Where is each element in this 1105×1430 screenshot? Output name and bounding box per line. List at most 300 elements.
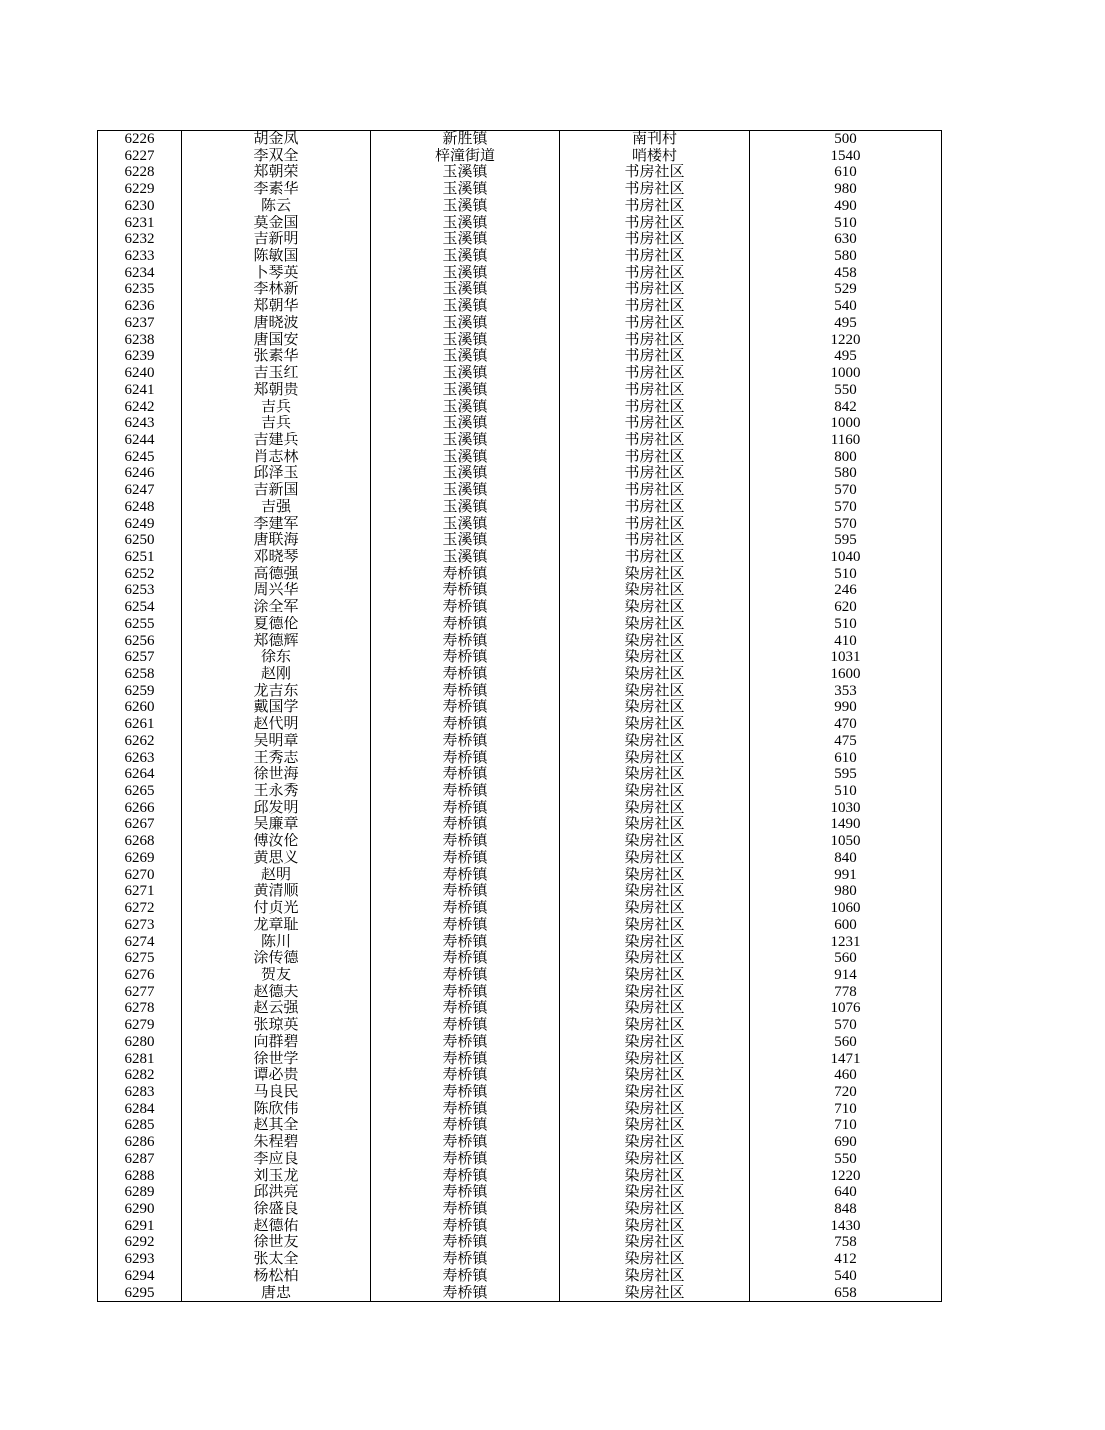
town-cell: 寿桥镇 [371, 1218, 560, 1235]
town-cell: 玉溪镇 [371, 231, 560, 248]
amount-cell: 620 [750, 599, 942, 616]
name-cell: 高德强 [182, 566, 371, 583]
town-cell: 寿桥镇 [371, 716, 560, 733]
row-number-cell: 6239 [98, 348, 182, 365]
row-number-cell: 6246 [98, 465, 182, 482]
community-cell: 染房社区 [560, 616, 750, 633]
town-cell: 寿桥镇 [371, 1251, 560, 1268]
table-row [98, 1017, 942, 1034]
name-cell: 朱程碧 [182, 1134, 371, 1151]
table-body [98, 131, 942, 1302]
table-row [98, 549, 942, 566]
row-number-cell: 6240 [98, 365, 182, 382]
amount-cell: 510 [750, 616, 942, 633]
table-row [98, 1084, 942, 1101]
row-number-cell: 6294 [98, 1268, 182, 1285]
town-cell: 玉溪镇 [371, 348, 560, 365]
town-cell: 玉溪镇 [371, 281, 560, 298]
row-number-cell: 6277 [98, 984, 182, 1001]
amount-cell: 510 [750, 566, 942, 583]
row-number-cell: 6252 [98, 566, 182, 583]
row-number-cell: 6288 [98, 1168, 182, 1185]
amount-cell: 595 [750, 532, 942, 549]
amount-cell: 510 [750, 215, 942, 232]
town-cell: 寿桥镇 [371, 1184, 560, 1201]
name-cell: 陈敏国 [182, 248, 371, 265]
table-row [98, 1117, 942, 1134]
table-row [98, 833, 942, 850]
name-cell: 李素华 [182, 181, 371, 198]
table-row [98, 1184, 942, 1201]
table-row [98, 816, 942, 833]
table-row [98, 332, 942, 349]
row-number-cell: 6226 [98, 131, 182, 148]
table-row [98, 265, 942, 282]
name-cell: 张素华 [182, 348, 371, 365]
town-cell: 玉溪镇 [371, 482, 560, 499]
amount-cell: 600 [750, 917, 942, 934]
name-cell: 吉玉红 [182, 365, 371, 382]
town-cell: 玉溪镇 [371, 198, 560, 215]
name-cell: 张琼英 [182, 1017, 371, 1034]
name-cell: 邱泽玉 [182, 465, 371, 482]
amount-cell: 1050 [750, 833, 942, 850]
row-number-cell: 6295 [98, 1285, 182, 1302]
table-row [98, 281, 942, 298]
row-number-cell: 6261 [98, 716, 182, 733]
town-cell: 寿桥镇 [371, 984, 560, 1001]
community-cell: 染房社区 [560, 1285, 750, 1302]
row-number-cell: 6270 [98, 867, 182, 884]
town-cell: 寿桥镇 [371, 1000, 560, 1017]
name-cell: 李双全 [182, 148, 371, 165]
community-cell: 书房社区 [560, 215, 750, 232]
table-row [98, 733, 942, 750]
table-row [98, 148, 942, 165]
table-row [98, 850, 942, 867]
community-cell: 书房社区 [560, 499, 750, 516]
community-cell: 书房社区 [560, 164, 750, 181]
community-cell: 书房社区 [560, 181, 750, 198]
row-number-cell: 6275 [98, 950, 182, 967]
town-cell: 寿桥镇 [371, 616, 560, 633]
name-cell: 莫金国 [182, 215, 371, 232]
community-cell: 书房社区 [560, 332, 750, 349]
row-number-cell: 6278 [98, 1000, 182, 1017]
row-number-cell: 6293 [98, 1251, 182, 1268]
name-cell: 郑朝贵 [182, 382, 371, 399]
community-cell: 书房社区 [560, 298, 750, 315]
amount-cell: 475 [750, 733, 942, 750]
row-number-cell: 6290 [98, 1201, 182, 1218]
town-cell: 新胜镇 [371, 131, 560, 148]
row-number-cell: 6281 [98, 1051, 182, 1068]
amount-cell: 1160 [750, 432, 942, 449]
table-row [98, 766, 942, 783]
table-row [98, 1151, 942, 1168]
amount-cell: 1000 [750, 365, 942, 382]
table-row [98, 1134, 942, 1151]
table-row [98, 198, 942, 215]
community-cell: 书房社区 [560, 482, 750, 499]
amount-cell: 500 [750, 131, 942, 148]
row-number-cell: 6232 [98, 231, 182, 248]
town-cell: 寿桥镇 [371, 1234, 560, 1251]
amount-cell: 570 [750, 516, 942, 533]
amount-cell: 529 [750, 281, 942, 298]
community-cell: 染房社区 [560, 1067, 750, 1084]
town-cell: 寿桥镇 [371, 783, 560, 800]
community-cell: 染房社区 [560, 934, 750, 951]
amount-cell: 610 [750, 164, 942, 181]
community-cell: 书房社区 [560, 382, 750, 399]
name-cell: 王秀志 [182, 750, 371, 767]
name-cell: 戴国学 [182, 699, 371, 716]
table-row [98, 532, 942, 549]
row-number-cell: 6243 [98, 415, 182, 432]
row-number-cell: 6264 [98, 766, 182, 783]
name-cell: 郑朝华 [182, 298, 371, 315]
row-number-cell: 6284 [98, 1101, 182, 1118]
community-cell: 染房社区 [560, 649, 750, 666]
row-number-cell: 6228 [98, 164, 182, 181]
table-row [98, 1034, 942, 1051]
amount-cell: 550 [750, 1151, 942, 1168]
amount-cell: 690 [750, 1134, 942, 1151]
table-row [98, 164, 942, 181]
amount-cell: 570 [750, 499, 942, 516]
name-cell: 徐世海 [182, 766, 371, 783]
community-cell: 哨楼村 [560, 148, 750, 165]
row-number-cell: 6273 [98, 917, 182, 934]
amount-cell: 1490 [750, 816, 942, 833]
name-cell: 赵德佑 [182, 1218, 371, 1235]
town-cell: 梓潼街道 [371, 148, 560, 165]
row-number-cell: 6282 [98, 1067, 182, 1084]
table-row [98, 649, 942, 666]
amount-cell: 353 [750, 683, 942, 700]
table-row [98, 683, 942, 700]
community-cell: 染房社区 [560, 1000, 750, 1017]
community-cell: 书房社区 [560, 415, 750, 432]
community-cell: 书房社区 [560, 449, 750, 466]
table-row [98, 984, 942, 1001]
name-cell: 吉建兵 [182, 432, 371, 449]
name-cell: 吉兵 [182, 415, 371, 432]
name-cell: 夏德伦 [182, 616, 371, 633]
town-cell: 寿桥镇 [371, 1017, 560, 1034]
table-row [98, 465, 942, 482]
town-cell: 寿桥镇 [371, 566, 560, 583]
community-cell: 染房社区 [560, 1234, 750, 1251]
town-cell: 寿桥镇 [371, 666, 560, 683]
town-cell: 寿桥镇 [371, 633, 560, 650]
town-cell: 寿桥镇 [371, 967, 560, 984]
table-row [98, 900, 942, 917]
row-number-cell: 6279 [98, 1017, 182, 1034]
amount-cell: 1030 [750, 800, 942, 817]
name-cell: 陈欣伟 [182, 1101, 371, 1118]
community-cell: 书房社区 [560, 348, 750, 365]
town-cell: 玉溪镇 [371, 532, 560, 549]
table-row [98, 482, 942, 499]
name-cell: 李林新 [182, 281, 371, 298]
community-cell: 染房社区 [560, 783, 750, 800]
name-cell: 吉兵 [182, 399, 371, 416]
town-cell: 玉溪镇 [371, 465, 560, 482]
row-number-cell: 6285 [98, 1117, 182, 1134]
row-number-cell: 6283 [98, 1084, 182, 1101]
amount-cell: 848 [750, 1201, 942, 1218]
community-cell: 染房社区 [560, 750, 750, 767]
name-cell: 肖志林 [182, 449, 371, 466]
name-cell: 傅汝伦 [182, 833, 371, 850]
table-row [98, 131, 942, 148]
name-cell: 向群碧 [182, 1034, 371, 1051]
name-cell: 付贞光 [182, 900, 371, 917]
amount-cell: 510 [750, 783, 942, 800]
community-cell: 染房社区 [560, 883, 750, 900]
row-number-cell: 6265 [98, 783, 182, 800]
name-cell: 涂传德 [182, 950, 371, 967]
row-number-cell: 6271 [98, 883, 182, 900]
town-cell: 寿桥镇 [371, 1151, 560, 1168]
table-row [98, 883, 942, 900]
name-cell: 陈川 [182, 934, 371, 951]
amount-cell: 580 [750, 465, 942, 482]
table-row [98, 1000, 942, 1017]
row-number-cell: 6280 [98, 1034, 182, 1051]
row-number-cell: 6291 [98, 1218, 182, 1235]
community-cell: 染房社区 [560, 633, 750, 650]
town-cell: 寿桥镇 [371, 1134, 560, 1151]
community-cell: 染房社区 [560, 716, 750, 733]
name-cell: 吉新国 [182, 482, 371, 499]
town-cell: 玉溪镇 [371, 332, 560, 349]
amount-cell: 412 [750, 1251, 942, 1268]
amount-cell: 560 [750, 950, 942, 967]
table-row [98, 800, 942, 817]
name-cell: 徐东 [182, 649, 371, 666]
amount-cell: 980 [750, 883, 942, 900]
name-cell: 邱洪亮 [182, 1184, 371, 1201]
name-cell: 黄思义 [182, 850, 371, 867]
town-cell: 寿桥镇 [371, 900, 560, 917]
table-row [98, 399, 942, 416]
table-row [98, 1285, 942, 1302]
amount-cell: 658 [750, 1285, 942, 1302]
amount-cell: 1220 [750, 1168, 942, 1185]
community-cell: 染房社区 [560, 683, 750, 700]
community-cell: 书房社区 [560, 516, 750, 533]
name-cell: 杨松柏 [182, 1268, 371, 1285]
amount-cell: 991 [750, 867, 942, 884]
town-cell: 寿桥镇 [371, 917, 560, 934]
row-number-cell: 6236 [98, 298, 182, 315]
community-cell: 染房社区 [560, 582, 750, 599]
row-number-cell: 6250 [98, 532, 182, 549]
name-cell: 谭必贵 [182, 1067, 371, 1084]
amount-cell: 610 [750, 750, 942, 767]
table-row [98, 699, 942, 716]
row-number-cell: 6263 [98, 750, 182, 767]
table-row [98, 1218, 942, 1235]
name-cell: 吴廉章 [182, 816, 371, 833]
town-cell: 寿桥镇 [371, 800, 560, 817]
row-number-cell: 6242 [98, 399, 182, 416]
row-number-cell: 6249 [98, 516, 182, 533]
row-number-cell: 6257 [98, 649, 182, 666]
name-cell: 赵云强 [182, 1000, 371, 1017]
table-row [98, 867, 942, 884]
row-number-cell: 6241 [98, 382, 182, 399]
amount-cell: 980 [750, 181, 942, 198]
data-table [97, 130, 942, 1302]
community-cell: 染房社区 [560, 1051, 750, 1068]
name-cell: 陈云 [182, 198, 371, 215]
table-row [98, 566, 942, 583]
amount-cell: 595 [750, 766, 942, 783]
row-number-cell: 6251 [98, 549, 182, 566]
name-cell: 赵代明 [182, 716, 371, 733]
town-cell: 寿桥镇 [371, 833, 560, 850]
row-number-cell: 6248 [98, 499, 182, 516]
town-cell: 玉溪镇 [371, 382, 560, 399]
name-cell: 胡金凤 [182, 131, 371, 148]
community-cell: 染房社区 [560, 850, 750, 867]
amount-cell: 470 [750, 716, 942, 733]
town-cell: 寿桥镇 [371, 582, 560, 599]
community-cell: 染房社区 [560, 1184, 750, 1201]
name-cell: 吴明章 [182, 733, 371, 750]
name-cell: 赵其全 [182, 1117, 371, 1134]
town-cell: 寿桥镇 [371, 934, 560, 951]
table-row [98, 934, 942, 951]
amount-cell: 1060 [750, 900, 942, 917]
amount-cell: 560 [750, 1034, 942, 1051]
amount-cell: 1231 [750, 934, 942, 951]
row-number-cell: 6292 [98, 1234, 182, 1251]
town-cell: 玉溪镇 [371, 164, 560, 181]
amount-cell: 570 [750, 1017, 942, 1034]
table-row [98, 516, 942, 533]
name-cell: 李应良 [182, 1151, 371, 1168]
community-cell: 书房社区 [560, 432, 750, 449]
name-cell: 周兴华 [182, 582, 371, 599]
name-cell: 赵刚 [182, 666, 371, 683]
table-row [98, 599, 942, 616]
name-cell: 徐盛良 [182, 1201, 371, 1218]
community-cell: 南刊村 [560, 131, 750, 148]
name-cell: 卜琴英 [182, 265, 371, 282]
table-row [98, 1051, 942, 1068]
table-row [98, 348, 942, 365]
town-cell: 寿桥镇 [371, 1285, 560, 1302]
row-number-cell: 6230 [98, 198, 182, 215]
town-cell: 玉溪镇 [371, 248, 560, 265]
amount-cell: 1000 [750, 415, 942, 432]
table-row [98, 1101, 942, 1118]
community-cell: 染房社区 [560, 566, 750, 583]
table-row [98, 415, 942, 432]
name-cell: 龙章耻 [182, 917, 371, 934]
town-cell: 寿桥镇 [371, 1168, 560, 1185]
table-row [98, 1268, 942, 1285]
town-cell: 玉溪镇 [371, 181, 560, 198]
town-cell: 玉溪镇 [371, 516, 560, 533]
row-number-cell: 6237 [98, 315, 182, 332]
row-number-cell: 6259 [98, 683, 182, 700]
row-number-cell: 6238 [98, 332, 182, 349]
name-cell: 马良民 [182, 1084, 371, 1101]
amount-cell: 914 [750, 967, 942, 984]
name-cell: 郑朝荣 [182, 164, 371, 181]
row-number-cell: 6255 [98, 616, 182, 633]
community-cell: 染房社区 [560, 1268, 750, 1285]
name-cell: 郑德辉 [182, 633, 371, 650]
town-cell: 寿桥镇 [371, 1101, 560, 1118]
amount-cell: 840 [750, 850, 942, 867]
amount-cell: 540 [750, 298, 942, 315]
table-row [98, 248, 942, 265]
town-cell: 寿桥镇 [371, 1084, 560, 1101]
town-cell: 玉溪镇 [371, 499, 560, 516]
table-row [98, 449, 942, 466]
name-cell: 张太全 [182, 1251, 371, 1268]
amount-cell: 580 [750, 248, 942, 265]
community-cell: 书房社区 [560, 198, 750, 215]
table-row [98, 582, 942, 599]
row-number-cell: 6272 [98, 900, 182, 917]
community-cell: 书房社区 [560, 231, 750, 248]
community-cell: 染房社区 [560, 666, 750, 683]
row-number-cell: 6268 [98, 833, 182, 850]
table-row [98, 633, 942, 650]
amount-cell: 1076 [750, 1000, 942, 1017]
table-row [98, 1234, 942, 1251]
community-cell: 书房社区 [560, 315, 750, 332]
row-number-cell: 6229 [98, 181, 182, 198]
row-number-cell: 6235 [98, 281, 182, 298]
name-cell: 唐国安 [182, 332, 371, 349]
community-cell: 染房社区 [560, 1218, 750, 1235]
name-cell: 吉新明 [182, 231, 371, 248]
row-number-cell: 6258 [98, 666, 182, 683]
town-cell: 玉溪镇 [371, 415, 560, 432]
table-row [98, 616, 942, 633]
town-cell: 玉溪镇 [371, 432, 560, 449]
table-row [98, 716, 942, 733]
amount-cell: 1430 [750, 1218, 942, 1235]
community-cell: 染房社区 [560, 1168, 750, 1185]
community-cell: 染房社区 [560, 1034, 750, 1051]
town-cell: 玉溪镇 [371, 549, 560, 566]
amount-cell: 1031 [750, 649, 942, 666]
row-number-cell: 6262 [98, 733, 182, 750]
community-cell: 染房社区 [560, 1017, 750, 1034]
town-cell: 寿桥镇 [371, 1268, 560, 1285]
table-row [98, 315, 942, 332]
amount-cell: 720 [750, 1084, 942, 1101]
table-row [98, 499, 942, 516]
row-number-cell: 6274 [98, 934, 182, 951]
town-cell: 玉溪镇 [371, 315, 560, 332]
amount-cell: 460 [750, 1067, 942, 1084]
row-number-cell: 6253 [98, 582, 182, 599]
table-row [98, 1201, 942, 1218]
table-row [98, 750, 942, 767]
community-cell: 染房社区 [560, 816, 750, 833]
